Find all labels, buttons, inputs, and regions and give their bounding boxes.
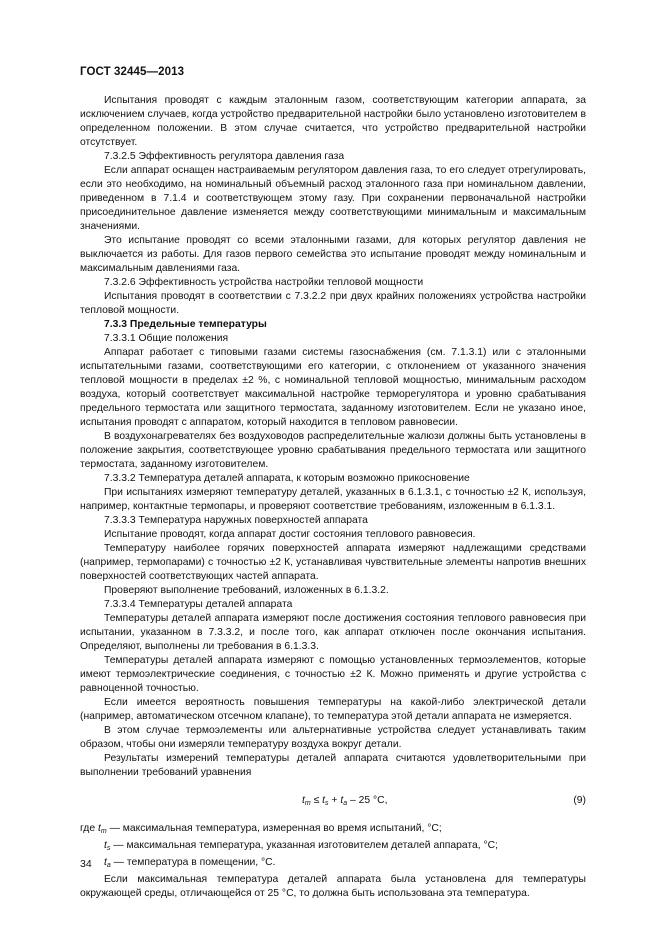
- paragraph: Проверяют выполнение требований, изложенных в 6.1.3.2.: [104, 585, 389, 596]
- paragraph: Если аппарат оснащен настраиваемым регулятором давления газа, то его следует отрегулировать, если это необходимо, на номинальный объемный расход эталонного газа при номинальном давлении, приведенном в 7.1.4 и соответствующем этому газу. При сохранении первоначальной настройки присоединительное давление изменяется между соответствующими минимальным и максимальным значениями.: [80, 165, 586, 232]
- paragraph: Испытания проводят в соответствии с 7.3.2.2 при двух крайних положениях устройства настройки тепловой мощности.: [80, 291, 586, 316]
- paragraph: В воздухонагревателях без воздуховодов распределительные жалюзи должны быть установлены в положение закрытия, соответствующее уровню срабатывания предельного термостата или защитного термостата, заданному изготовителем.: [80, 431, 586, 470]
- document-header: ГОСТ 32445—2013: [80, 66, 185, 78]
- paragraph: Это испытание проводят со всеми эталонными газами, для которых регулятор давления не выключается из работы. Для газов первого семейства это испытание проводят между номинальным и максимальным давлениями газа.: [80, 235, 586, 274]
- equation-9: [80, 794, 586, 822]
- paragraph: Испытания проводят с каждым эталонным газом, соответствующим категории аппарата, за исключением случаев, когда устройство предварительной настройки было установлено изготовителем в определенном положении. В этом случае считается, что устройство предварительной настройки отсутствует.: [80, 95, 586, 148]
- paragraph: Температуру наиболее горячих поверхностей аппарата измеряют надлежащими средствами (например, термопарами) с точностью ±2 К, устанавливая чувствительные элементы напротив внешних поверхностей соответствующих частей аппарата.: [80, 543, 586, 582]
- paragraph: Испытание проводят, когда аппарат достиг состояния теплового равновесия.: [104, 529, 476, 540]
- definition-tm: где $t_m$ — максимальная температура, измеренная во время испытаний, °C;: [80, 823, 442, 835]
- section-heading-7-3-3-4: 7.3.3.4 Температуры деталей аппарата: [104, 599, 293, 610]
- paragraph: Температуры деталей аппарата измеряют после достижения состояния теплового равновесия при испытании, указанном в 7.3.3.2, и после того, как аппарат отключен после окончания испытания. Определяют, выполнены ли требования в 6.1.3.3.: [80, 613, 586, 652]
- paragraph: Аппарат работает с типовыми газами системы газоснабжения (см. 7.1.3.1) или с эталонными испытательными газами, соответствующими его категории, с отклонением от указанного значения тепловой мощности в пределах ±2 %, с номинальной тепловой мощностью, минимальным расходом воздуха, который соответствует максимальной настройке терморегулятора и уровню срабатывания предельного термостата или защитного термостата, заданному изготовителем. Если не указано иное, испытания проводят с аппаратом, который находится в тепловом равновесии.: [80, 347, 586, 428]
- paragraph: Температуры деталей аппарата измеряют с помощью установленных термоэлементов, которые имеют термоэлектрические соединения, с точностью ±2 К. Можно применять и другие устройства с равноценной точностью.: [80, 655, 586, 694]
- definition-ta: $t_a$ — температура в помещении, °C.: [104, 857, 276, 869]
- page-number: 34: [80, 858, 92, 870]
- paragraph: В этом случае термоэлементы или альтернативные устройства следует устанавливать таким образом, чтобы они измеряли температуру воздуха вокруг детали.: [80, 725, 586, 750]
- section-heading-7-3-3: 7.3.3 Предельные температуры: [104, 319, 267, 330]
- equation-formula: $t_m \le t_s + t_a - 25$ °C,: [302, 795, 388, 807]
- equation-number: (9): [573, 795, 586, 806]
- definition-ts: $t_s$ — максимальная температура, указанная изготовителем деталей аппарата, °C;: [104, 840, 499, 852]
- paragraph: Если имеется вероятность повышения температуры на какой-либо электрической детали (например, автоматическом отсечном клапане), то температура этой детали аппарата не измеряется.: [80, 697, 586, 722]
- paragraph: Результаты измерений температуры деталей аппарата считаются удовлетворительными при выполнении требований уравнения: [80, 753, 586, 778]
- section-heading-7-3-3-3: 7.3.3.3 Температура наружных поверхностей аппарата: [104, 515, 368, 526]
- section-heading-7-3-2-5: 7.3.2.5 Эффективность регулятора давления газа: [104, 151, 345, 162]
- paragraph: При испытаниях измеряют температуру деталей, указанных в 6.1.3.1, с точностью ±2 К, используя, например, контактные термопары, и проверяют соответствие требованиям, изложенным в 6.1.3.1.: [80, 487, 586, 512]
- document-body: [80, 94, 586, 901]
- section-heading-7-3-3-2: 7.3.3.2 Температура деталей аппарата, к которым возможно прикосновение: [104, 473, 470, 484]
- paragraph: Если максимальная температура деталей аппарата была установлена для температуры окружающей среды, отличающейся от 25 °C, то должна быть использована эта температура.: [80, 874, 586, 899]
- section-heading-7-3-2-6: 7.3.2.6 Эффективность устройства настройки тепловой мощности: [104, 277, 424, 288]
- section-heading-7-3-3-1: 7.3.3.1 Общие положения: [104, 333, 229, 344]
